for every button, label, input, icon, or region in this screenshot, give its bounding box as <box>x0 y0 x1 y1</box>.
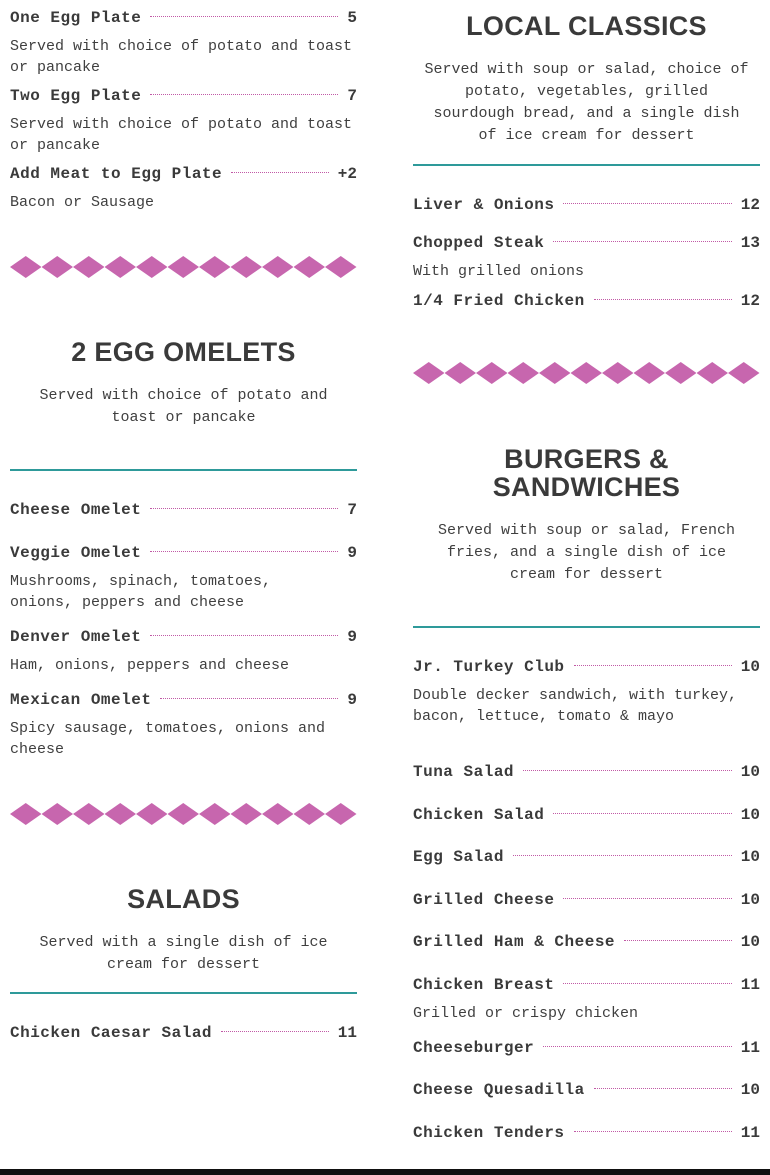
diamond-icon <box>199 803 231 825</box>
item-price: 7 <box>347 87 357 105</box>
dot-leader <box>574 1131 732 1132</box>
item-price: 5 <box>347 9 357 27</box>
diamond-divider <box>10 256 357 278</box>
menu-item <box>10 8 357 28</box>
dot-leader <box>231 172 329 173</box>
diamond-icon <box>413 362 445 384</box>
diamond-icon <box>105 803 137 825</box>
dot-leader <box>523 770 732 771</box>
item-name: Tuna Salad <box>413 763 515 781</box>
dot-leader <box>563 898 731 899</box>
dot-leader <box>150 16 338 17</box>
menu-item <box>10 1023 357 1043</box>
menu-item <box>10 543 357 563</box>
item-description: Mushrooms, spinach, tomatoes, onions, peppers and cheese <box>10 573 272 611</box>
diamond-icon <box>539 362 571 384</box>
dot-leader <box>150 551 338 552</box>
menu-item <box>10 500 357 520</box>
diamond-icon <box>199 256 231 278</box>
item-price: 9 <box>347 544 357 562</box>
diamond-icon <box>325 803 357 825</box>
diamond-icon <box>508 362 540 384</box>
item-name: Mexican Omelet <box>10 691 152 709</box>
diamond-icon <box>73 803 105 825</box>
item-name: Chicken Breast <box>413 976 555 994</box>
diamond-icon <box>262 256 294 278</box>
item-price: 11 <box>740 976 760 994</box>
item-price: 11 <box>337 1024 357 1042</box>
item-name: 1/4 Fried Chicken <box>413 292 585 310</box>
menu-item <box>413 1123 760 1143</box>
section-rule <box>413 164 760 166</box>
section-rule <box>10 469 357 471</box>
section-title: SALADS <box>127 884 240 914</box>
diamond-icon <box>325 256 357 278</box>
diamond-icon <box>476 362 508 384</box>
item-price: 10 <box>740 933 760 951</box>
item-name: Chicken Caesar Salad <box>10 1024 213 1042</box>
diamond-icon <box>136 256 168 278</box>
item-description: Ham, onions, peppers and cheese <box>10 657 290 674</box>
item-price: 10 <box>740 848 760 866</box>
section-title: LOCAL CLASSICS <box>466 11 707 41</box>
diamond-icon <box>136 803 168 825</box>
dot-leader <box>221 1031 329 1032</box>
dot-leader <box>563 203 731 204</box>
diamond-icon <box>42 256 74 278</box>
diamond-icon <box>697 362 729 384</box>
diamond-icon <box>445 362 477 384</box>
diamond-icon <box>665 362 697 384</box>
item-name: Two Egg Plate <box>10 87 142 105</box>
item-description: Double decker sandwich, with turkey, bacon, lettuce, tomato & mayo <box>413 687 738 725</box>
dot-leader <box>574 665 732 666</box>
menu-item <box>10 690 357 710</box>
dot-leader <box>150 508 338 509</box>
diamond-icon <box>10 256 42 278</box>
item-description: Served with choice of potato and toast or pancake <box>10 38 353 76</box>
diamond-icon <box>168 256 200 278</box>
section-title-line: BURGERS & <box>504 444 669 474</box>
item-price: +2 <box>337 165 357 183</box>
item-description: Bacon or Sausage <box>10 194 155 211</box>
item-name: Liver & Onions <box>413 196 555 214</box>
item-name: Cheese Omelet <box>10 501 142 519</box>
item-description: Served with choice of potato and toast or pancake <box>10 116 353 154</box>
diamond-icon <box>571 362 603 384</box>
diamond-icon <box>294 256 326 278</box>
item-price: 7 <box>347 501 357 519</box>
diamond-icon <box>42 803 74 825</box>
diamond-divider <box>413 362 760 384</box>
item-name: Jr. Turkey Club <box>413 658 565 676</box>
section-title: 2 EGG OMELETS <box>71 337 296 367</box>
diamond-icon <box>294 803 326 825</box>
item-name: Grilled Cheese <box>413 891 555 909</box>
item-price: 11 <box>740 1124 760 1142</box>
diamond-icon <box>634 362 666 384</box>
dot-leader <box>553 241 731 242</box>
menu-item <box>10 164 357 184</box>
section-description: Served with a single dish of ice cream for dessert <box>39 934 328 973</box>
menu-item <box>413 847 760 867</box>
item-name: Cheeseburger <box>413 1039 535 1057</box>
dot-leader <box>543 1046 732 1047</box>
menu-item <box>413 762 760 782</box>
item-price: 9 <box>347 628 357 646</box>
item-price: 12 <box>740 196 760 214</box>
section-description: Served with soup or salad, choice of potato, vegetables, grilled sourdough bread, and a single dish of ice cream for dessert <box>424 61 749 144</box>
item-description: With grilled onions <box>413 263 585 280</box>
menu-item <box>413 805 760 825</box>
diamond-icon <box>602 362 634 384</box>
dot-leader <box>624 940 732 941</box>
diamond-icon <box>262 803 294 825</box>
menu-item <box>413 975 760 995</box>
bottom-edge-bar <box>0 1169 770 1175</box>
dot-leader <box>513 855 732 856</box>
section-title-line: SANDWICHES <box>492 472 681 502</box>
item-description: Grilled or crispy chicken <box>413 1005 639 1022</box>
item-name: Veggie Omelet <box>10 544 142 562</box>
menu-item <box>413 932 760 952</box>
item-name: Grilled Ham & Cheese <box>413 933 616 951</box>
menu-item <box>413 657 760 677</box>
diamond-divider <box>10 803 357 825</box>
item-name: Denver Omelet <box>10 628 142 646</box>
item-price: 10 <box>740 806 760 824</box>
dot-leader <box>150 635 338 636</box>
dot-leader <box>563 983 731 984</box>
dot-leader <box>160 698 338 699</box>
item-name: Cheese Quesadilla <box>413 1081 585 1099</box>
item-price: 10 <box>740 658 760 676</box>
dot-leader <box>553 813 731 814</box>
section-description: Served with soup or salad, French fries, and a single dish of ice cream for dessert <box>437 522 736 583</box>
item-price: 13 <box>740 234 760 252</box>
item-name: Chopped Steak <box>413 234 545 252</box>
item-price: 11 <box>740 1039 760 1057</box>
section-title <box>413 445 760 501</box>
dot-leader <box>150 94 338 95</box>
item-price: 10 <box>740 891 760 909</box>
diamond-icon <box>231 256 263 278</box>
diamond-icon <box>73 256 105 278</box>
item-price: 9 <box>347 691 357 709</box>
menu-item <box>413 291 760 311</box>
diamond-icon <box>231 803 263 825</box>
item-name: Add Meat to Egg Plate <box>10 165 223 183</box>
diamond-icon <box>168 803 200 825</box>
diamond-icon <box>10 803 42 825</box>
menu-item <box>413 1080 760 1100</box>
diamond-icon <box>105 256 137 278</box>
menu-item <box>413 1038 760 1058</box>
item-description: Spicy sausage, tomatoes, onions and cheese <box>10 720 326 758</box>
menu-item <box>413 195 760 215</box>
item-name: One Egg Plate <box>10 9 142 27</box>
menu-item <box>413 233 760 253</box>
item-price: 10 <box>740 1081 760 1099</box>
section-description: Served with choice of potato and toast or pancake <box>39 387 328 426</box>
menu-item <box>10 627 357 647</box>
item-name: Chicken Tenders <box>413 1124 565 1142</box>
menu-item <box>10 86 357 106</box>
menu-item <box>413 890 760 910</box>
item-price: 10 <box>740 763 760 781</box>
item-price: 12 <box>740 292 760 310</box>
section-rule <box>413 626 760 628</box>
section-rule <box>10 992 357 994</box>
item-name: Egg Salad <box>413 848 504 866</box>
dot-leader <box>594 299 732 300</box>
item-name: Chicken Salad <box>413 806 545 824</box>
dot-leader <box>594 1088 732 1089</box>
diamond-icon <box>728 362 760 384</box>
